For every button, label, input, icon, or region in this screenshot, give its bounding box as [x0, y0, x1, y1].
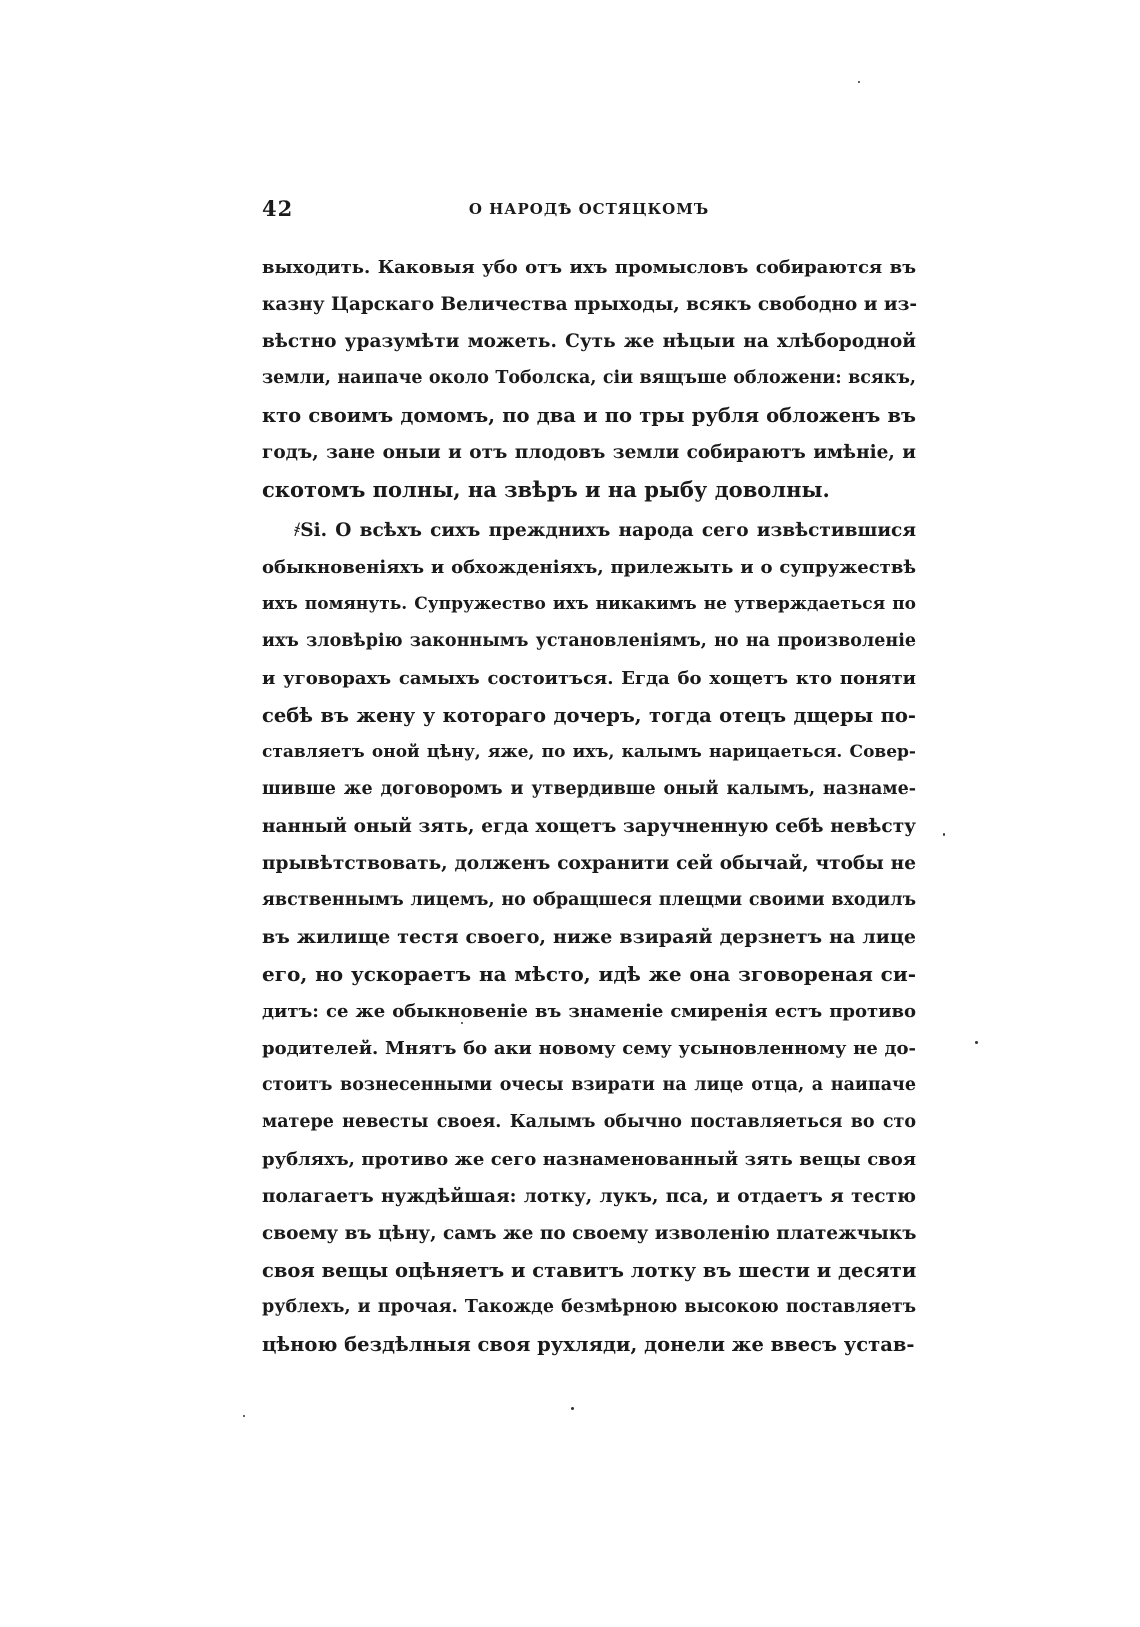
text-line: казну Царскаго Величества прыходы, всякъ свободно и из- [262, 294, 918, 315]
scan-speck [571, 1407, 574, 1410]
text-line: ҂Ѕі. О всѣхъ сихъ прежднихъ народа сего извѣстившися [294, 520, 916, 541]
text-line: ихъ зловѣрію законнымъ установленіямъ, но на произволеніе [262, 631, 916, 651]
text-line: прывѣтствовать, долженъ сохранити сей обычай, чтобы не [262, 853, 916, 874]
scan-speck [461, 1022, 463, 1024]
text-line: обыкновеніяхъ и обхожденіяхъ, прилежыть и о супружествѣ [262, 557, 916, 578]
text-line: рублехъ, и прочая. Такожде безмѣрною высокою поставляетъ [262, 1297, 916, 1317]
text-line: скотомъ полны, на звѣръ и на рыбу доволны. [262, 477, 830, 502]
text-line: ставляетъ оной цѣну, яже, по ихъ, калымъ нарицаеться. Совер- [262, 742, 916, 762]
text-line: и уговорахъ самыхъ состоитъся. Егда бо хощетъ кто поняти [262, 668, 916, 689]
text-line: земли, наипаче около Тоболска, сіи вящъше обложени: всякъ, [262, 368, 916, 388]
text-line: дитъ: се же обыкновеніе въ знаменіе смиренія естъ противо [262, 1001, 916, 1022]
scan-speck [975, 1041, 978, 1044]
text-line: вѣстно уразумѣти можеть. Суть же нѣцыи на хлѣбородной [262, 331, 916, 352]
text-line: своему въ цѣну, самъ же по своему изволенію платежчыкъ [262, 1223, 917, 1244]
scan-speck [243, 1415, 245, 1417]
body-text [262, 249, 916, 1363]
text-line: нанный оный зять, егда хощетъ заручненную себѣ невѣсту [262, 816, 916, 837]
text-line: матере невесты своея. Калымъ обычно поставляеться во сто [262, 1112, 916, 1132]
text-line: явственнымъ лицемъ, но обращшеся плещми своими входилъ [262, 890, 916, 910]
text-line: въ жилище тестя своего, ниже взираяй дерзнетъ на лице [262, 926, 916, 948]
scan-speck [858, 81, 860, 83]
running-title: О НАРОДѢ ОСТЯЦКОМЪ [468, 200, 710, 218]
text-line: стоитъ вознесенными очесы взирати на лице отца, а наипаче [262, 1075, 916, 1095]
text-line: себѣ въ жену у котораго дочеръ, тогда отецъ дщеры по- [262, 704, 916, 727]
text-line: цѣною бездѣлныя своя рухляди, донели же ввесъ устав- [262, 1333, 915, 1356]
text-line: его, но ускораетъ на мѣсто, идѣ же она зговореная си- [262, 962, 916, 986]
paragraph [262, 512, 916, 1363]
text-line: рубляхъ, противо же сего назнаменованный зять вещы своя [262, 1149, 916, 1170]
text-line: родителей. Мнятъ бо аки новому сему усыновленному не до- [262, 1038, 916, 1059]
text-line: ихъ помянуть. Супружество ихъ никакимъ не утверждаеться по [262, 594, 916, 614]
paragraph [262, 249, 916, 508]
running-head [262, 196, 916, 230]
text-line: своя вещы оцѣняетъ и ставитъ лотку въ шести и десяти [262, 1259, 917, 1282]
text-line: шивше же договоромъ и утвердивше оный калымъ, назнаме- [262, 779, 916, 799]
page-number: 42 [262, 196, 294, 221]
text-line: годъ, зане оныи и отъ плодовъ земли собираютъ имѣніе, и [262, 442, 916, 463]
text-line: кто своимъ домомъ, по два и по тры рубля обложенъ въ [262, 404, 916, 427]
text-line: выходить. Каковыя убо отъ ихъ промысловъ собираются въ [262, 257, 916, 278]
text-line: полагаетъ нуждѣйшая: лотку, лукъ, пса, и отдаетъ я тестю [262, 1186, 916, 1207]
scan-speck [943, 833, 945, 836]
